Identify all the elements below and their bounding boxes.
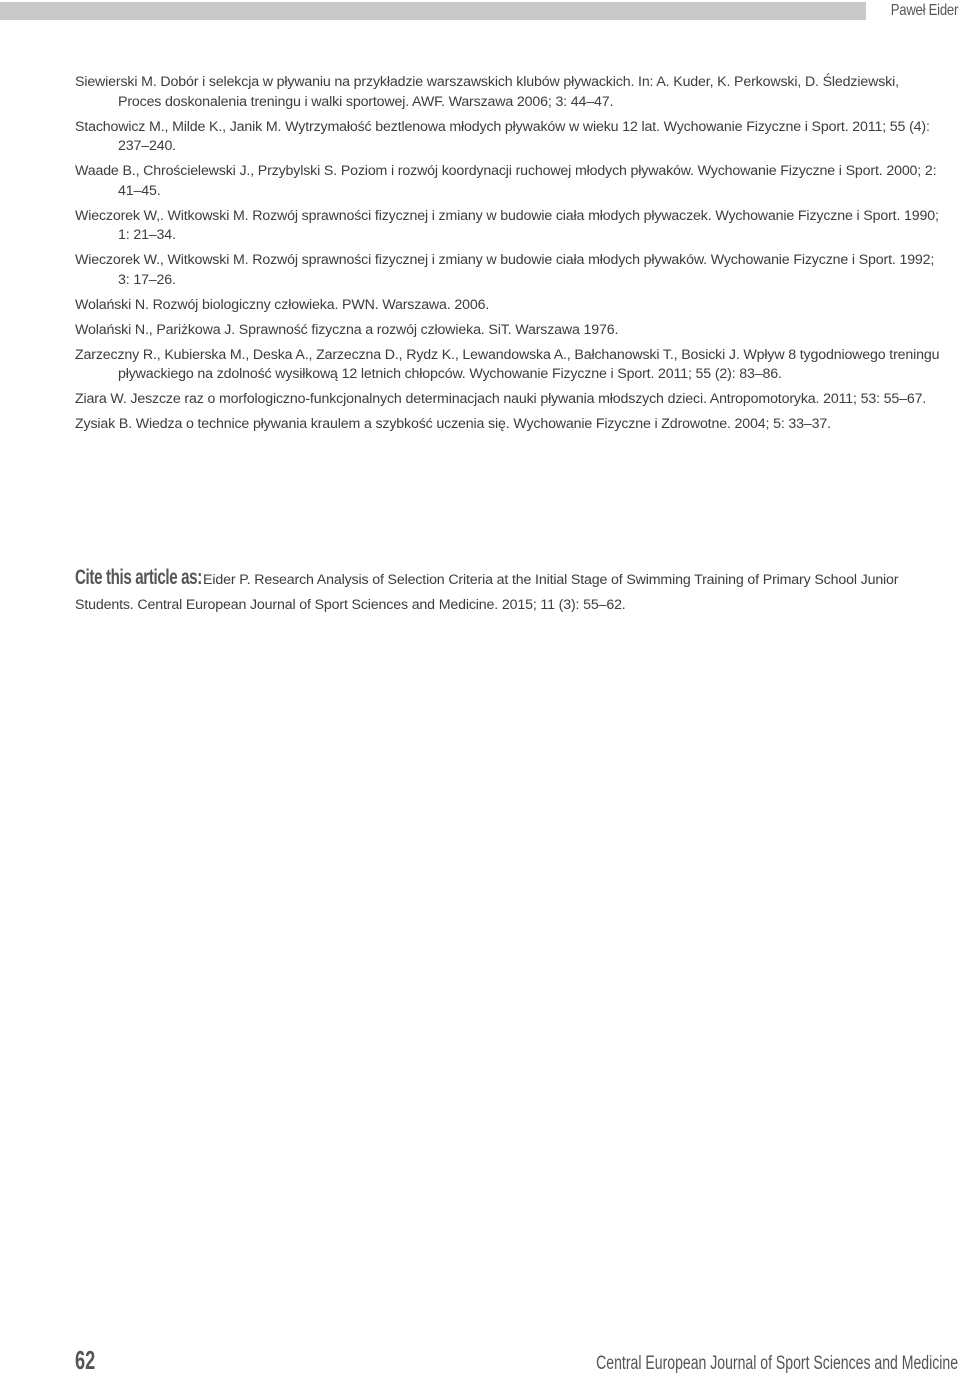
citation-label: Cite this article as: (75, 566, 202, 589)
running-head-author (868, 0, 960, 22)
reference-item: Waade B., Chrościelewski J., Przybylski S. Poziom i rozwój koordynacji ruchowej młodych pływaków. Wychowanie Fizyczne i Sport. 2000; 2: 41–45. (75, 163, 937, 199)
page-number: 62 (75, 1345, 96, 1375)
journal-title: Central European Journal of Sport Sciences and Medicine (596, 1353, 958, 1374)
running-head-author-text: Paweł Eider (890, 2, 958, 19)
reference-item: Wieczorek W., Witkowski M. Rozwój sprawności fizycznej i zmiany w budowie ciała młodych pływaków. Wychowanie Fizyczne i Sport. 1992; 3: 17–26. (75, 252, 935, 288)
header-bar (0, 2, 866, 20)
reference-item: Wolański N., Pariżkowa J. Sprawność fizyczna a rozwój człowieka. SiT. Warszawa 1976. (75, 321, 619, 338)
reference-item: Zarzeczny R., Kubierska M., Deska A., Zarzeczna D., Rydz K., Lewandowska A., Bałchanowski T., Bosicki J. Wpływ 8 tygodniowego treningu pływackiego na zdolność wysiłkową 12 letnich chłopców. Wychowanie Fizyczne i Sport. 2011; 55 (2): 83–86. (75, 346, 940, 382)
reference-item: Siewierski M. Dobór i selekcja w pływaniu na przykładzie warszawskich klubów pływackich. In: A. Kuder, K. Perkowski, D. Śledziewski, Proces doskonalenia treningu i walki sportowej. AWF. Warszawa 2006; 3: 44–47. (75, 74, 899, 110)
reference-item: Zysiak B. Wiedza o technice pływania kraulem a szybkość uczenia się. Wychowanie Fizyczne i Zdrowotne. 2004; 5: 33–37. (75, 416, 831, 432)
citation-block (75, 565, 945, 618)
reference-item: Stachowicz M., Milde K., Janik M. Wytrzymałość beztlenowa młodych pływaków w wieku 12 lat. Wychowanie Fizyczne i Sport. 2011; 55 (4): 237–240. (75, 118, 930, 154)
citation-text: Eider P. Research Analysis of Selection Criteria at the Initial Stage of Swimming Training of Primary School Junior Students. Central European Journal of Sport Sciences and Medicine. 2015; 11 (3): 55–62. (75, 572, 899, 613)
reference-item: Wolański N. Rozwój biologiczny człowieka. PWN. Warszawa. 2006. (75, 296, 490, 313)
reference-item: Ziara W. Jeszcze raz o morfologiczno-funkcjonalnych determinacjach nauki pływania młodszych dzieci. Antropomotoryka. 2011; 53: 55–67. (75, 391, 927, 407)
reference-item: Wieczorek W,. Witkowski M. Rozwój sprawności fizycznej i zmiany w budowie ciała młodych pływaczek. Wychowanie Fizyczne i Sport. 1990; 1: 21–34. (75, 207, 939, 243)
reference-list (75, 73, 945, 440)
